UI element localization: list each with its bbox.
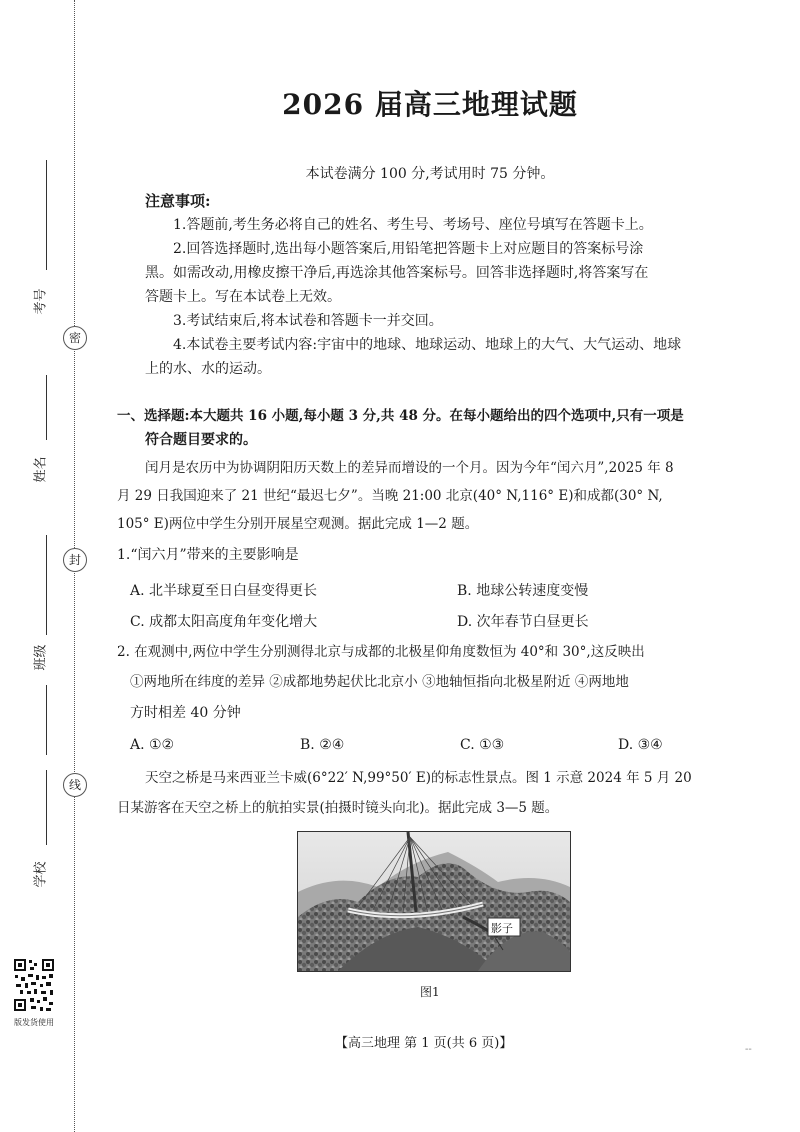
q2-statements-line1: ①两地所在纬度的差异 ②成都地势起伏比北京小 ③地轴恒指向北极星附近 ④两地地 [130, 674, 629, 690]
class-line-2 [46, 685, 47, 755]
class-line [46, 535, 47, 635]
figure-1-caption: 图1 [420, 985, 440, 999]
q1-stem: 1.“闰六月”带来的主要影响是 [117, 547, 299, 563]
passage1-line1: 闰月是农历中为协调阴阳历天数上的差异而增设的一个月。因为今年“闰六月”,2025 年 8 [145, 460, 674, 476]
passage2-line1: 天空之桥是马来西亚兰卡威(6°22′ N,99°50′ E)的标志性景点。图 1 示意 2024 年 5 月 20 [145, 770, 692, 786]
name-line [46, 375, 47, 440]
figure-1-photo [297, 831, 571, 972]
exam-number-label: 考号 [33, 288, 49, 315]
notice-item-1: 1.答题前,考生务必将自己的姓名、考生号、考场号、座位号填写在答题卡上。 [173, 217, 653, 233]
seal-char-mi: 密 [63, 326, 87, 350]
seal-char-feng: 封 [63, 548, 87, 572]
section1-heading-cont: 符合题目要求的。 [145, 432, 257, 448]
class-label: 班级 [33, 644, 49, 671]
q2-option-a: A. ①② [130, 737, 175, 753]
q1-option-d: D. 次年春节白昼更长 [457, 614, 589, 630]
notice-item-2: 2.回答选择题时,选出每小题答案后,用铅笔把答题卡上对应题目的答案标号涂 [173, 241, 644, 257]
notice-item-4-cont: 上的水、水的运动。 [145, 361, 271, 377]
q2-statements-line2: 方时相差 40 分钟 [130, 705, 241, 721]
seal-char-xian: 线 [63, 773, 87, 797]
notice-item-4: 4.本试卷主要考试内容:宇宙中的地球、地球运动、地球上的大气、大气运动、地球 [173, 337, 682, 353]
passage1-line3: 105° E)两位中学生分别开展星空观测。据此完成 1—2 题。 [117, 516, 479, 532]
exam-title: 2026 届高三地理试题 [282, 88, 578, 121]
page-footer: 【高三地理 第 1 页(共 6 页)】 [335, 1036, 513, 1051]
q2-option-c: C. ①③ [460, 737, 505, 753]
school-label: 学校 [33, 861, 49, 888]
q1-option-a: A. 北半球夏至日白昼变得更长 [130, 583, 318, 599]
section1-heading: 一、选择题:本大题共 16 小题,每小题 3 分,共 48 分。在每小题给出的四个选项中,只有一项是 [117, 408, 684, 424]
scan-mark: -- [745, 1044, 752, 1055]
passage2-line2: 日某游客在天空之桥上的航拍实景(拍摄时镜头向北)。据此完成 3—5 题。 [117, 800, 559, 816]
q2-option-d: D. ③④ [618, 737, 663, 753]
q2-stem: 2. 在观测中,两位中学生分别测得北京与成都的北极星仰角度数恒为 40°和 30°,这反映出 [117, 644, 645, 660]
notice-item-3: 3.考试结束后,将本试卷和答题卡一并交回。 [173, 313, 443, 329]
qr-caption: 版发货使用 [14, 1018, 54, 1027]
shadow-callout: 影子 [491, 922, 513, 935]
notice-item-2-cont: 黑。如需改动,用橡皮擦干净后,再选涂其他答案标号。回答非选择题时,将答案写在 [145, 265, 649, 281]
notice-item-2-cont2: 答题卡上。写在本试卷上无效。 [145, 289, 341, 305]
name-label: 姓名 [33, 456, 49, 483]
q1-option-b: B. 地球公转速度变慢 [457, 583, 589, 599]
school-line [46, 770, 47, 845]
q1-option-c: C. 成都太阳高度角年变化增大 [130, 614, 318, 630]
q2-option-b: B. ②④ [300, 737, 345, 753]
exam-subtitle: 本试卷满分 100 分,考试用时 75 分钟。 [305, 166, 555, 182]
notice-heading: 注意事项: [145, 192, 211, 210]
passage1-line2: 月 29 日我国迎来了 21 世纪“最迟七夕”。当晚 21:00 北京(40° N,116° E)和成都(30° N, [117, 488, 663, 504]
qr-code-icon [12, 957, 56, 1013]
